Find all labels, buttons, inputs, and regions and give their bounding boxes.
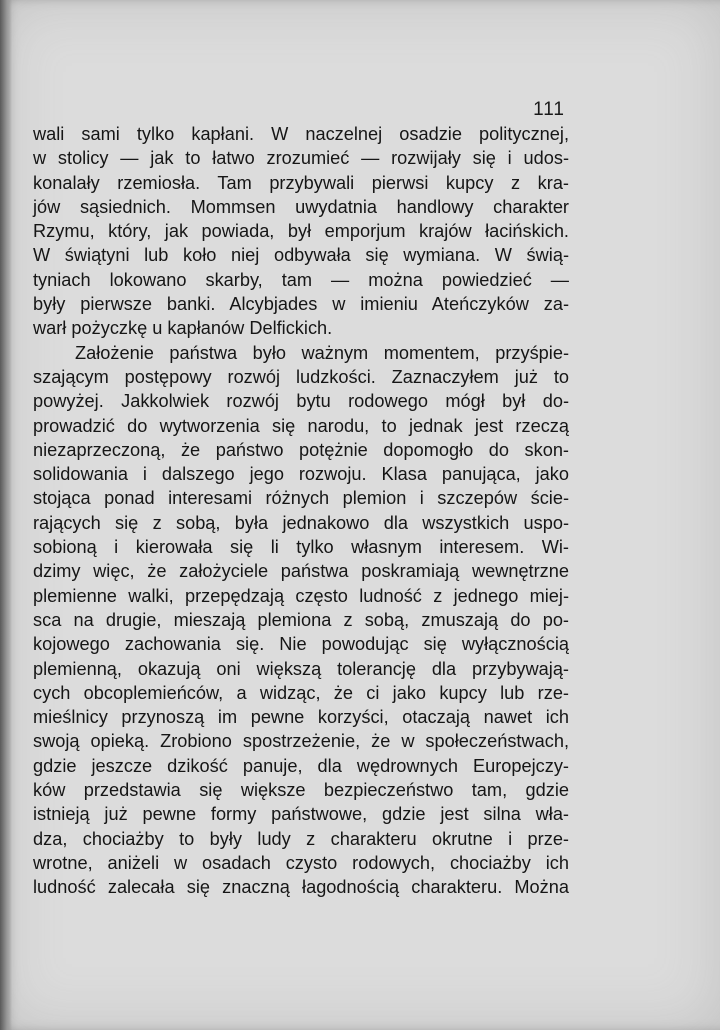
body-text (33, 122, 569, 900)
paragraph-start-line: Założenie państwa było ważnym momentem, przyśpie- (75, 342, 569, 363)
paragraph-end-line: warł pożyczkę u kapłanów Delfickich. (33, 318, 333, 339)
text-line: rających się z sobą, była jednakowo dla wszystkich uspo- (33, 512, 569, 533)
text-line: konalały rzemiosła. Tam przybywali pierwsi kupcy z kra- (33, 172, 569, 193)
text-line: swoją opieką. Zrobiono spostrzeżenie, że w społeczeństwach, (33, 731, 569, 752)
text-line: W świątyni lub koło niej odbywała się wymiana. W świą- (33, 245, 569, 266)
text-line: niezaprzeczoną, że państwo potężnie dopomogło do skon- (33, 439, 569, 460)
text-line: jów sąsiednich. Mommsen uwydatnia handlowy charakter (33, 196, 569, 217)
text-line: tyniach lokowano skarby, tam — można powiedzieć — (33, 269, 569, 290)
text-line: Rzymu, który, jak powiada, był emporjum krajów łacińskich. (33, 221, 569, 242)
text-line: cych obcoplemieńców, a widząc, że ci jako kupcy lub rze- (33, 682, 569, 703)
text-line: plemienną, okazują oni większą tolerancję dla przybywają- (33, 658, 569, 679)
text-line: stojąca ponad interesami różnych plemion i szczepów ście- (33, 488, 569, 509)
text-line: szającym postępowy rozwój ludzkości. Zaznaczyłem już to (33, 366, 569, 387)
text-line: dza, chociażby to były ludy z charakteru okrutne i prze- (33, 828, 569, 849)
text-line: wali sami tylko kapłani. W naczelnej osadzie politycznej, (33, 124, 569, 144)
text-line: prowadzić do wytworzenia się narodu, to jednak jest rzeczą (33, 415, 569, 436)
text-line: kojowego zachowania się. Nie powodując się wyłącznością (33, 634, 569, 655)
text-line: plemienne walki, przepędzają często ludność z jednego miej- (33, 585, 569, 606)
text-line: ków przedstawia się większe bezpieczeństwo tam, gdzie (33, 780, 569, 801)
page-number: 111 (533, 99, 565, 120)
text-line: były pierwsze banki. Alcybjades w imieniu Ateńczyków za- (33, 294, 569, 315)
text-line: gdzie jeszcze dzikość panuje, dla wędrownych Europejczy- (33, 755, 569, 776)
text-line: sca na drugie, mieszają plemiona z sobą, zmuszają do po- (33, 609, 569, 630)
text-line: solidowania i dalszego jego rozwoju. Klasa panująca, jako (33, 464, 569, 485)
text-line: mieślnicy przynoszą im pewne korzyści, otaczają nawet ich (33, 707, 569, 728)
text-line: powyżej. Jakkolwiek rozwój bytu rodowego mógł był do- (33, 391, 569, 412)
text-line: wrotne, aniżeli w osadach czysto rodowych, chociażby ich (33, 852, 569, 873)
book-spine-shadow (0, 0, 12, 1030)
text-line: dzimy więc, że założyciele państwa poskramiają wewnętrzne (33, 561, 569, 582)
text-line: istnieją już pewne formy państwowe, gdzie jest silna wła- (33, 804, 569, 825)
text-line: w stolicy — jak to łatwo zrozumieć — rozwijały się i udos- (33, 148, 569, 169)
text-line: ludność zalecała się znaczną łagodnością charakteru. Można (33, 877, 569, 898)
text-line: sobioną i kierowała się li tylko własnym interesem. Wi- (33, 537, 569, 558)
